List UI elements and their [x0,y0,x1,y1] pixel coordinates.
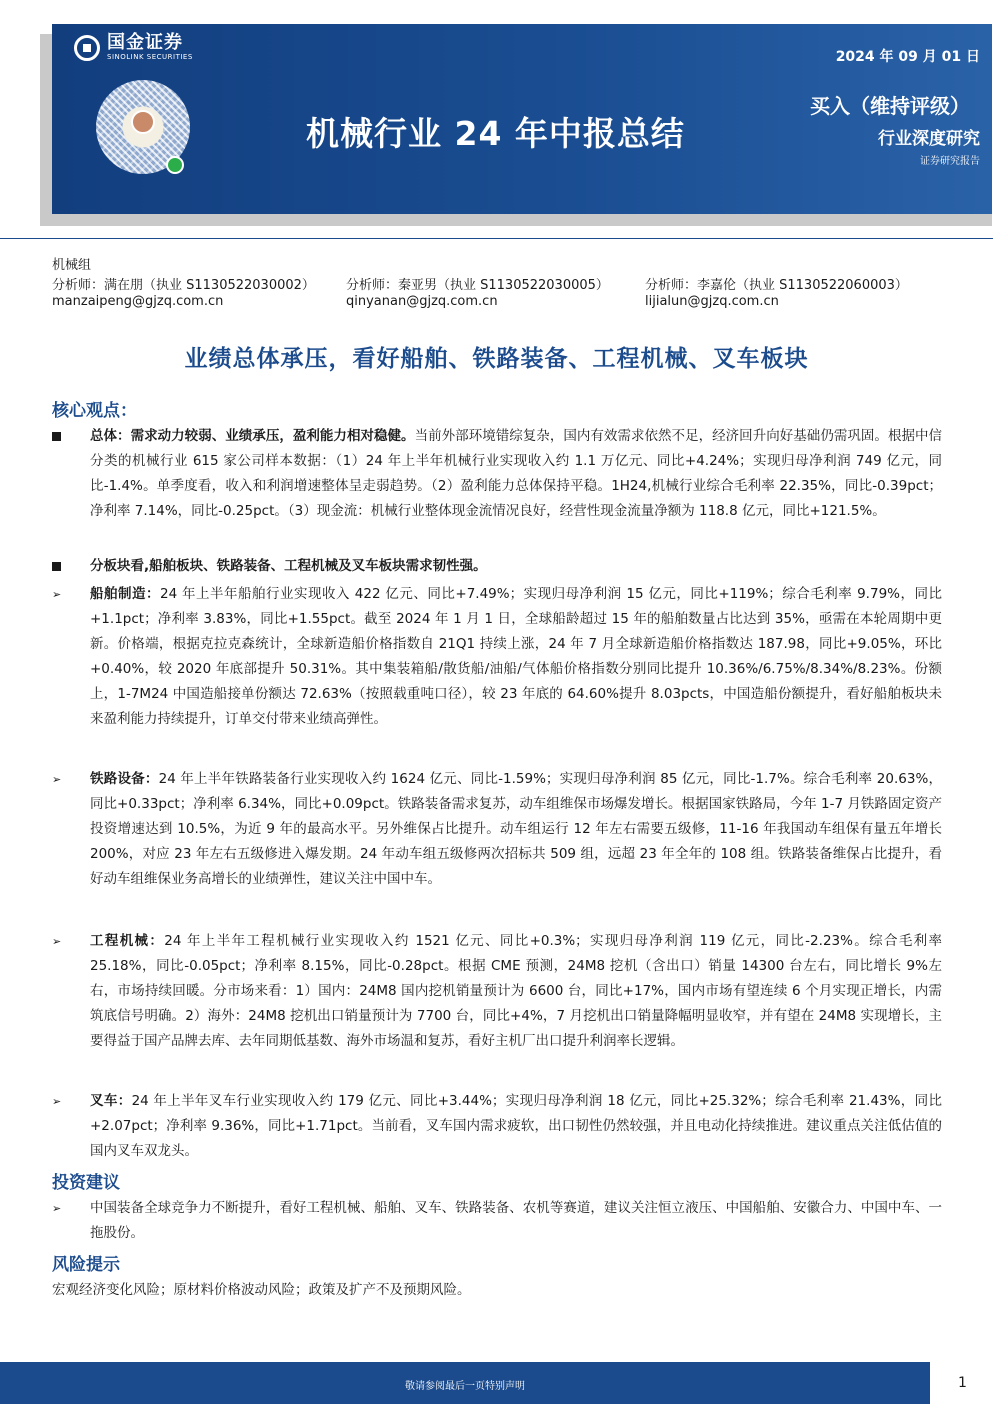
core-views-title: 核心观点： [52,401,137,421]
forklift-lead: 叉车： [90,1093,132,1109]
forklift-paragraph [52,1089,942,1164]
mini-program-icon [166,156,184,174]
rail-paragraph [52,767,942,892]
square-bullet-icon [52,432,61,441]
report-title: 机械行业 24 年中报总结 [306,114,685,153]
report-type: 行业深度研究 [878,129,980,149]
arrow-bullet-icon: ➢ [52,935,62,948]
construction-lead: 工程机械： [90,933,165,949]
analyst-1 [52,274,315,309]
arrow-bullet-icon: ➢ [52,588,62,601]
sectors-lead: 分板块看,船舶板块、铁路装备、工程机械及叉车板块需求韧性强。 [90,558,487,574]
logo-name-cn: 国金证券 [107,32,183,53]
report-date: 2024 年 09 月 01 日 [835,49,980,65]
qr-avatar-icon [131,110,155,134]
investment-paragraph [52,1196,942,1246]
header-banner [52,24,992,214]
investment-text: 中国装备全球竞争力不断提升，看好工程机械、船舶、叉车、铁路装备、农机等赛道，建议关注恒立液压、中国船舶、安徽合力、中国中车、一拖股份。 [90,1200,942,1241]
analyst-email[interactable]: manzaipeng@gjzq.com.cn [52,294,224,309]
report-headline: 业绩总体承压，看好船舶、铁路装备、工程机械、叉车板块 [184,346,809,372]
analyst-email[interactable]: qinyanan@gjzq.com.cn [346,294,498,309]
qr-code-icon [96,80,190,198]
overall-paragraph [52,424,942,524]
investment-title: 投资建议 [52,1173,120,1193]
analyst-3 [645,274,908,309]
logo-name-en: SINOLINK SECURITIES [107,53,193,61]
rail-text: 24 年上半年铁路装备行业实现收入约 1624 亿元、同比-1.59%；实现归母净利润 85 亿元，同比-1.7%。综合毛利率 20.63%，同比+0.33pct；净利率 6.34%，同比+0.09pct。铁路装备需求复苏，动车组维保市场爆发增长。根据国家铁路局，今年 1-7 月铁路固定资产投资增速达到 10.5%，为近 9 年的最高水平。另外维保占比提升。动车组运行 12 年左右需要五级修，11-16 年我国动车组保有量五年增长 200%，对应 23 年左右五级修进入爆发期。24 年动车组五级修两次招标共 509 组，远超 23 年全年的 108 组。铁路装备维保占比提升，看好动车组维保业务高增长的业绩弹性，建议关注中国中车。 [90,771,942,887]
arrow-bullet-icon: ➢ [52,773,62,786]
analyst-name: 分析师：满在朋（执业 S1130522030002） [52,278,315,293]
analyst-group: 机械组 [52,258,92,273]
forklift-text: 24 年上半年叉车行业实现收入约 179 亿元、同比+3.44%；实现归母净利润 18 亿元，同比+25.32%；综合毛利率 21.43%，同比+2.07pct；净利率 9.36%，同比+1.71pct。当前看，叉车国内需求疲软，出口韧性仍然较强，并且电动化持续推进。建议重点关注低估值的国内叉车双龙头。 [90,1093,942,1159]
ship-text: 24 年上半年船舶行业实现收入 422 亿元、同比+7.49%；实现归母净利润 15 亿元，同比+119%；综合毛利率 9.79%，同比+1.1pct；净利率 3.83%，同比+1.55pct。截至 2024 年 1 月 1 日，全球船龄超过 15 年的船舶数量占比达到 35%，亟需在本轮周期中更新。价格端，根据克拉克森统计，全球新造船价格指数自 21Q1 持续上涨，24 年 7 月全球新造船价格指数达 187.98，同比+9.05%，环比+0.40%，较 2020 年底部提升 50.31%。其中集装箱船/散货船/油船/气体船价格指数分别同比提升 10.36%/6.75%/8.34%/8.23%。份额上，1-7M24 中国造船接单份额达 72.63%（按照载重吨口径），较 23 年底的 64.60%提升 8.03pcts，中国造船份额提升，看好船舶板块未来盈利能力持续提升，订单交付带来业绩高弹性。 [90,586,942,727]
footer-notice[interactable]: 敬请参阅最后一页特别声明 [405,1381,525,1392]
overall-text: 当前外部环境错综复杂，国内有效需求依然不足，经济回升向好基础仍需巩固。根据中信分类的机械行业 615 家公司样本数据：（1）24 年上半年机械行业实现收入约 1.1 万亿元、同比+4.24%；实现归母净利润 749 亿元，同比-1.4%。单季度看，收入和利润增速整体呈走弱趋势。（2）盈利能力总体保持平稳。1H24,机械行业综合毛利率 22.35%，同比-0.39pct；净利率 7.14%，同比-0.25pct。（3）现金流：机械行业整体现金流情况良好，经营性现金流量净额为 118.8 亿元，同比+121.5%。 [90,428,943,519]
rail-lead: 铁路设备： [90,771,159,787]
analyst-email[interactable]: lijialun@gjzq.com.cn [645,294,779,309]
square-bullet-icon [52,562,61,571]
construction-paragraph [52,929,942,1054]
rating: 买入（维持评级） [810,94,970,118]
page-number: 1 [958,1375,967,1391]
construction-text: 24 年上半年工程机械行业实现收入约 1521 亿元、同比+0.3%；实现归母净利润 119 亿元，同比-2.23%。综合毛利率 25.18%，同比-0.05pct；净利率 8.15%，同比-0.28pct。根据 CME 预测，24M8 挖机（含出口）销量 14300 台左右，同比增长 9%左右，市场持续回暖。分市场来看：1）国内：24M8 国内挖机销量预计为 6600 台，同比+17%，国内市场有望连续 6 个月实现正增长，内需筑底信号明确。2）海外：24M8 挖机出口销量预计为 7700 台，同比+4%，7 月挖机出口销量降幅明显收窄，并有望在 24M8 实现增长，主要得益于国产品牌去库、去年同期低基数、海外市场温和复苏，看好主机厂出口提升利润率长逻辑。 [90,933,943,1049]
risk-text: 宏观经济变化风险；原材料价格波动风险；政策及扩产不及预期风险。 [52,1282,471,1298]
sectors-paragraph [52,554,942,579]
ship-paragraph [52,582,942,732]
ship-lead: 船舶制造： [90,586,161,602]
company-logo [74,34,193,61]
header-divider [0,238,993,239]
analyst-name: 分析师：秦亚男（执业 S1130522030005） [346,278,609,293]
report-category: 证券研究报告 [920,156,980,167]
arrow-bullet-icon: ➢ [52,1202,62,1215]
risk-title: 风险提示 [52,1255,120,1275]
overall-lead: 总体：需求动力较弱、业绩承压，盈利能力相对稳健。 [90,428,415,444]
analyst-name: 分析师：李嘉伦（执业 S1130522060003） [645,278,908,293]
arrow-bullet-icon: ➢ [52,1095,62,1108]
analyst-2 [346,274,609,309]
logo-icon [74,35,100,61]
